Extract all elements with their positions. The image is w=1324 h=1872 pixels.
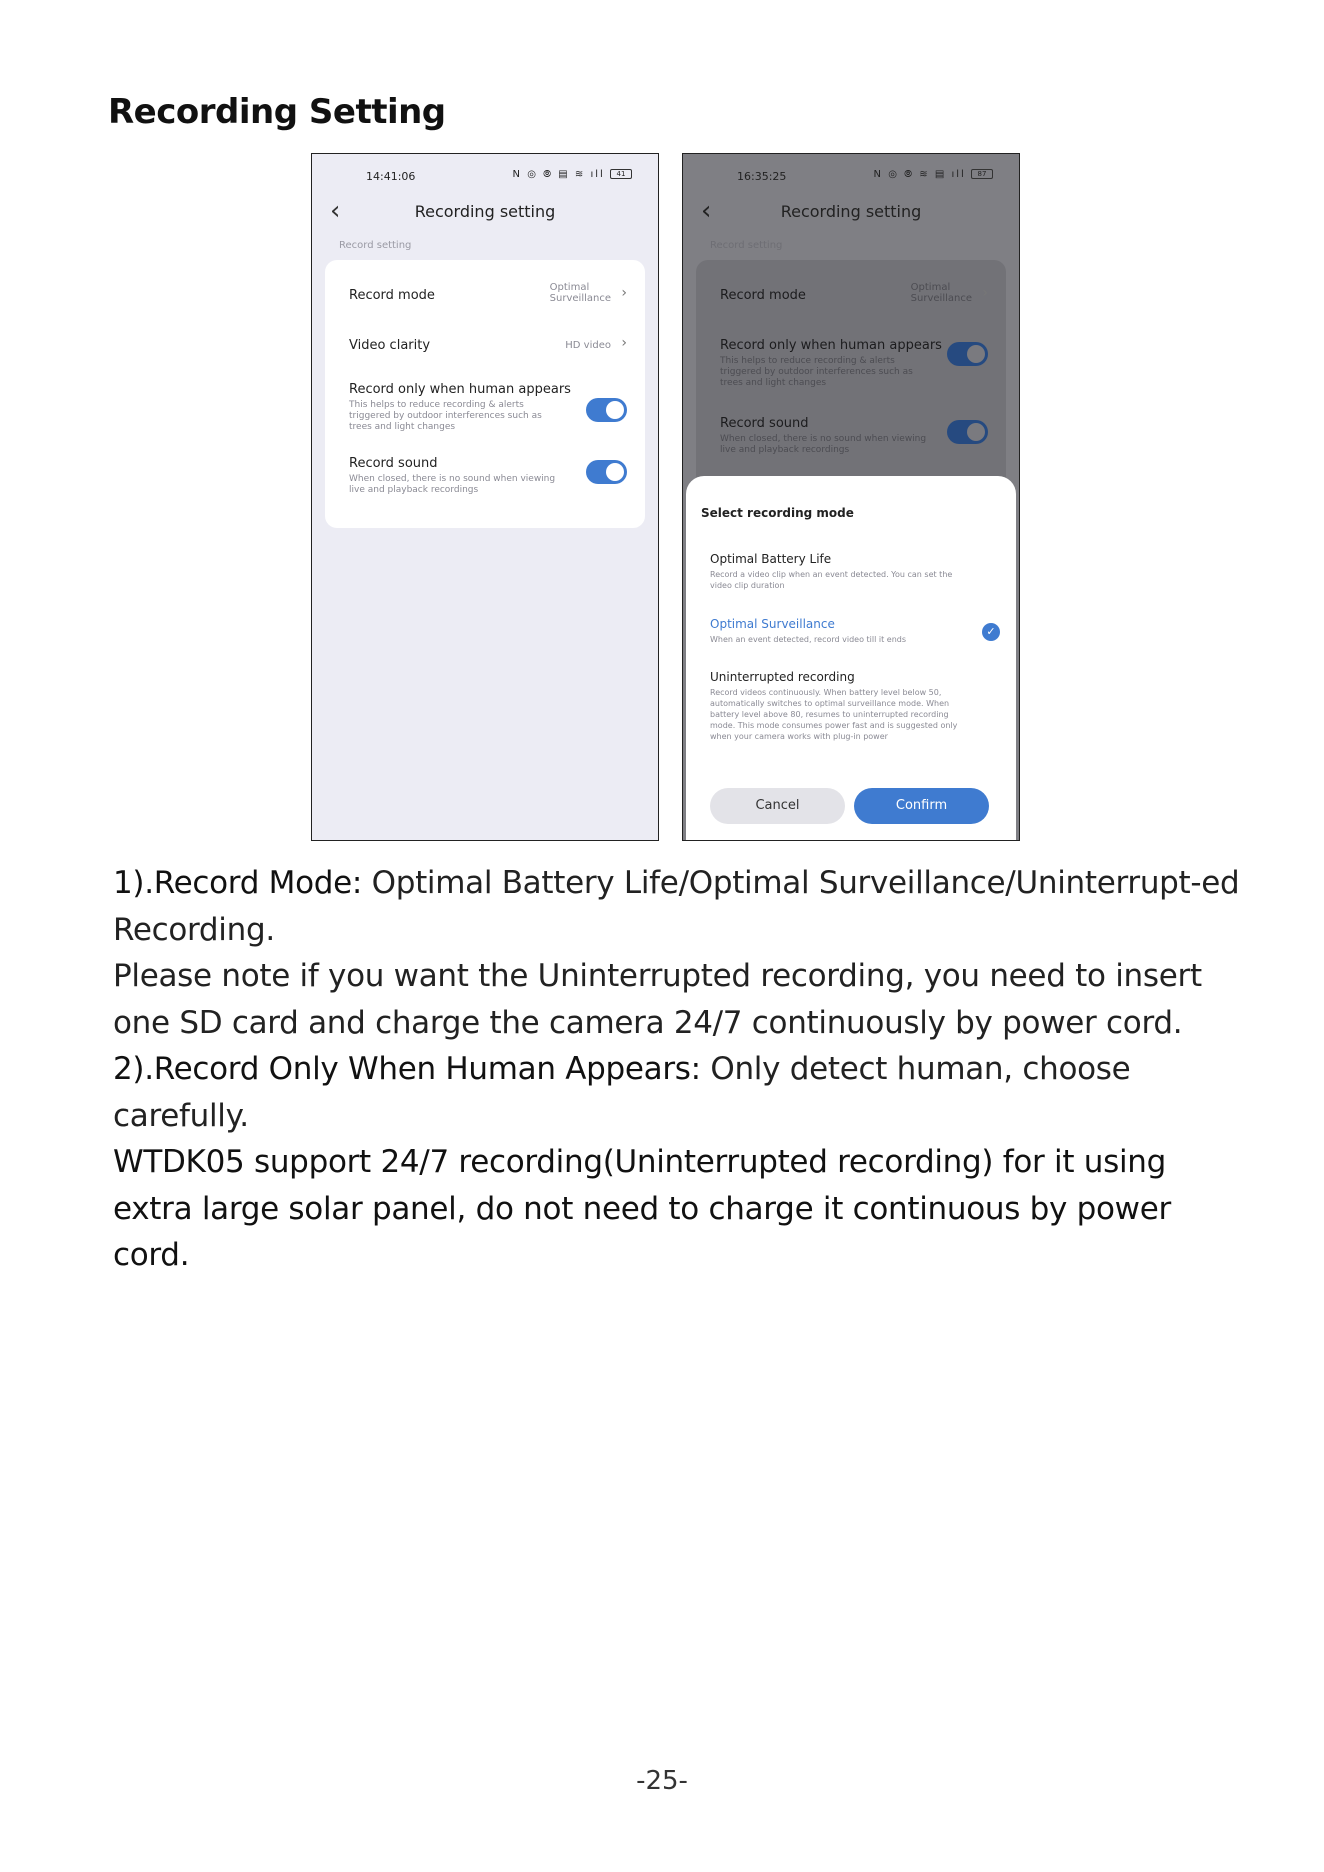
sheet-title: Select recording mode <box>701 506 854 520</box>
instructions-text <box>113 860 1243 1279</box>
status-bar <box>683 168 1019 188</box>
record-sound-toggle[interactable] <box>947 420 988 444</box>
video-clarity-row[interactable] <box>349 335 627 353</box>
option-optimal-surveillance[interactable] <box>710 617 1000 645</box>
record-sound-label: Record sound <box>720 416 809 431</box>
recording-setting-screenshot <box>311 153 659 841</box>
record-sound-row <box>349 456 627 496</box>
human-detection-desc: This helps to reduce recording & alerts triggered by outdoor interferences such as trees and light changes <box>720 356 913 388</box>
human-detection-label: Record only when human appears <box>720 338 942 353</box>
option-optimal-battery-life[interactable] <box>710 552 1000 591</box>
human-detection-row <box>720 338 988 389</box>
recording-mode-sheet <box>686 476 1016 840</box>
record-sound-desc: When closed, there is no sound when viewing live and playback recordings <box>349 474 556 495</box>
page-title: Recording Setting <box>108 92 446 132</box>
human-appears-text: Only detect human, choose carefully. <box>113 1051 1131 1134</box>
record-mode-label: Record mode <box>349 288 435 303</box>
human-detection-desc: This helps to reduce recording & alerts triggered by outdoor interferences such as trees and light changes <box>349 400 542 432</box>
status-time: 16:35:25 <box>737 170 787 183</box>
record-sound-label: Record sound <box>349 456 438 471</box>
nav-bar <box>312 194 658 230</box>
screen-title: Recording setting <box>780 202 922 221</box>
record-sound-row <box>720 416 988 456</box>
human-detection-row <box>349 382 627 433</box>
record-sound-toggle[interactable] <box>586 460 627 484</box>
video-clarity-label: Video clarity <box>349 338 431 353</box>
wtdk05-note: WTDK05 support 24/7 recording(Uninterrupted recording) for it using extra large solar panel, do not need to charge it continuous by power cord. <box>113 1144 1171 1273</box>
status-icons-text: N ◎ ⦾ ≋ ▤ ıll <box>873 169 966 180</box>
record-mode-text: Optimal Battery Life/Optimal Surveillance/Uninterrupt-ed Recording. <box>113 865 1240 948</box>
option-desc: Record videos continuously. When battery level below 50, automatically switches to optimal surveillance mode. When battery level above 80, resumes to uninterrupted recording mode. This mode consumes power fast and is suggested only when your camera works with plug-in power <box>710 688 958 741</box>
status-time: 14:41:06 <box>366 170 416 183</box>
option-title: Optimal Battery Life <box>710 552 832 566</box>
uninterrupted-note: Please note if you want the Uninterrupted recording, you need to insert one SD card and charge the camera 24/7 continuously by power cord. <box>113 958 1202 1041</box>
back-arrow-icon[interactable]: ‹ <box>330 196 341 226</box>
checkmark-icon: ✓ <box>982 623 1000 641</box>
option-desc: Record a video clip when an event detected. You can set the video clip duration <box>710 570 953 590</box>
section-label: Record setting <box>710 240 783 251</box>
record-mode-value-line1: Optimal <box>910 282 951 293</box>
option-uninterrupted-recording[interactable] <box>710 670 1000 742</box>
option-title: Uninterrupted recording <box>710 670 855 684</box>
status-bar <box>312 168 658 188</box>
human-detection-label: Record only when human appears <box>349 382 571 397</box>
page-number: -25- <box>636 1766 688 1796</box>
battery-icon: 41 <box>610 169 632 179</box>
confirm-button[interactable]: Confirm <box>854 788 989 824</box>
option-title: Optimal Surveillance <box>710 617 835 631</box>
status-icons-text: N ◎ ⦾ ▤ ≋ ıll <box>512 169 605 180</box>
back-arrow-icon[interactable]: ‹ <box>701 196 712 226</box>
human-appears-heading: 2).Record Only When Human Appears: <box>113 1051 701 1087</box>
record-mode-paragraph <box>113 860 1243 953</box>
record-mode-heading: 1).Record Mode: <box>113 865 363 901</box>
nav-bar <box>683 194 1019 230</box>
record-mode-label: Record mode <box>720 288 806 303</box>
chevron-right-icon: › <box>621 285 627 301</box>
record-mode-row[interactable] <box>349 282 627 304</box>
human-appears-paragraph <box>113 1046 1243 1139</box>
record-mode-value-line1: Optimal <box>549 282 590 293</box>
section-label: Record setting <box>339 240 412 251</box>
record-mode-value-line2: Surveillance <box>910 293 972 304</box>
battery-icon: 87 <box>971 169 993 179</box>
settings-card <box>325 260 645 528</box>
record-mode-value <box>550 282 611 304</box>
human-detection-toggle[interactable] <box>947 342 988 366</box>
chevron-right-icon: › <box>982 285 988 301</box>
chevron-right-icon: › <box>621 335 627 351</box>
video-clarity-value: HD video <box>565 340 611 351</box>
cancel-button[interactable]: Cancel <box>710 788 845 824</box>
status-icons <box>874 169 993 180</box>
record-mode-value-line2: Surveillance <box>549 293 611 304</box>
record-mode-row[interactable] <box>720 282 988 304</box>
human-detection-toggle[interactable] <box>586 398 627 422</box>
record-mode-value <box>911 282 972 304</box>
option-desc: When an event detected, record video till it ends <box>710 635 907 644</box>
screen-title: Recording setting <box>414 202 556 221</box>
record-sound-desc: When closed, there is no sound when viewing live and playback recordings <box>720 434 927 455</box>
select-recording-mode-screenshot <box>682 153 1020 841</box>
status-icons <box>513 169 632 180</box>
